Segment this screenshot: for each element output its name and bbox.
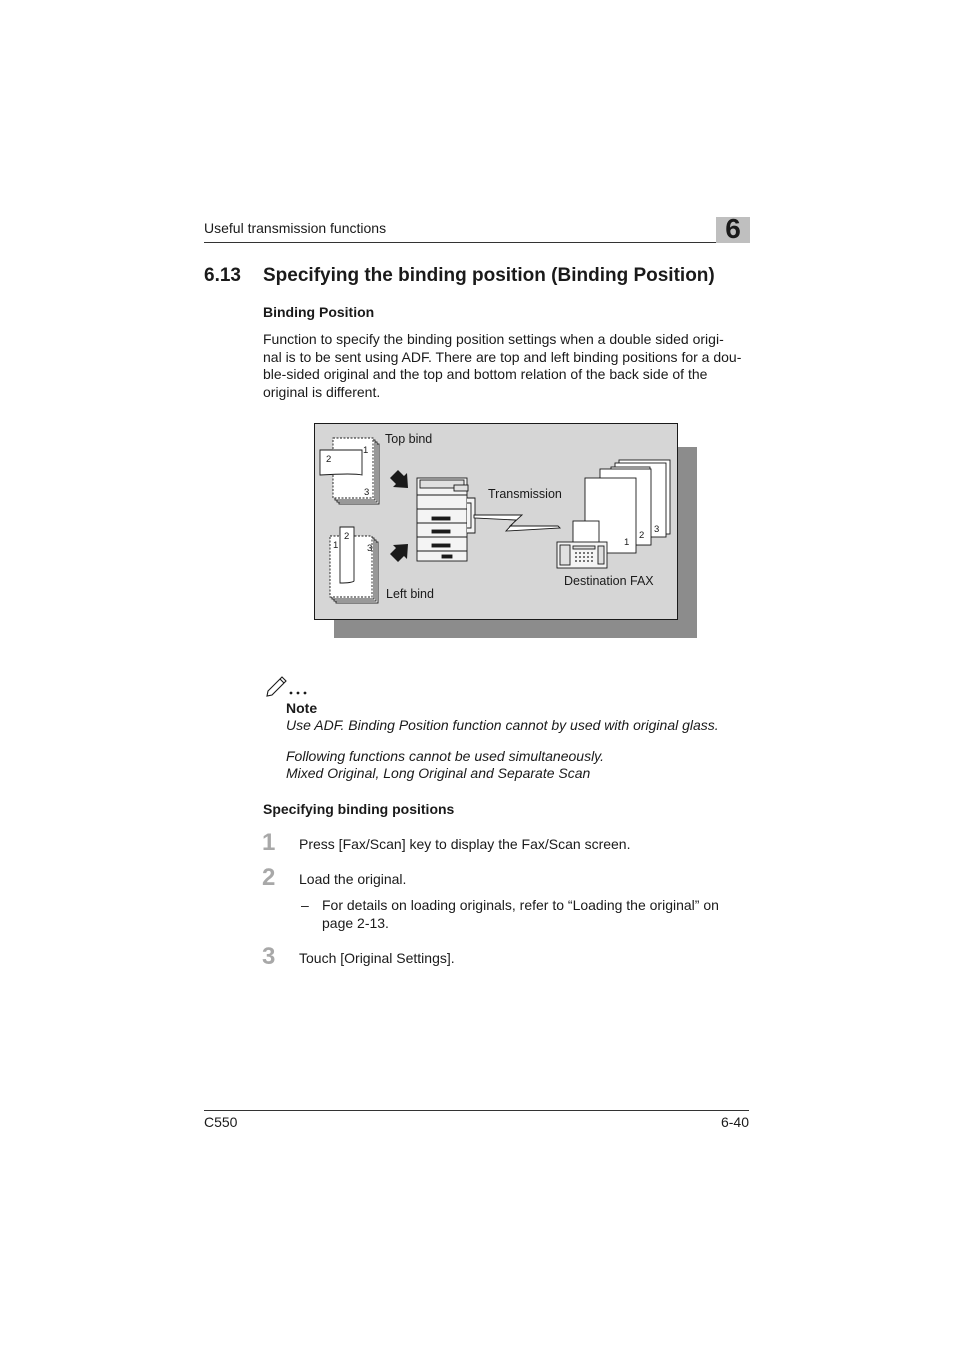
left-bind-original-stack	[330, 527, 378, 603]
step-2-dash: –	[301, 897, 309, 913]
left-bind-page-3: 3	[367, 543, 373, 554]
mfp-machine-icon	[417, 478, 475, 561]
destination-fax-label: Destination FAX	[564, 574, 654, 588]
pencil-note-icon	[263, 672, 313, 698]
chapter-number: 6	[725, 213, 741, 244]
step-text-1: Press [Fax/Scan] key to display the Fax/Scan screen.	[299, 836, 631, 852]
step-text-2: Load the original.	[299, 871, 407, 887]
destination-page-3: 3	[654, 524, 660, 535]
footer-divider	[204, 1110, 749, 1111]
destination-page-1: 1	[624, 537, 630, 548]
left-bind-label: Left bind	[386, 587, 434, 601]
section-heading: Specifying the binding position (Binding Position)	[263, 265, 715, 286]
intro-paragraph	[263, 331, 753, 401]
intro-line: ble-sided original and the top and bottom relation of the back side of the	[263, 366, 708, 382]
destination-page-2: 2	[639, 530, 645, 541]
top-bind-page-1: 1	[363, 445, 369, 456]
running-header: Useful transmission functions	[204, 220, 387, 236]
intro-line: Function to specify the binding position settings when a double sided origi-	[263, 331, 724, 347]
note-line-1: Use ADF. Binding Position function cannot by used with original glass.	[286, 717, 719, 733]
step-number-2: 2	[262, 864, 276, 891]
top-bind-page-3: 3	[364, 487, 370, 498]
step-number-3: 3	[262, 943, 276, 970]
note-label: Note	[286, 700, 318, 716]
step-2-subitem-line: page 2-13.	[322, 914, 389, 931]
transmission-label: Transmission	[488, 487, 562, 501]
left-bind-page-2: 2	[344, 531, 350, 542]
step-text-3: Touch [Original Settings].	[299, 950, 455, 966]
step-number-1: 1	[262, 829, 276, 856]
section-title	[204, 265, 715, 287]
binding-figure	[314, 423, 699, 639]
footer-page-number: 6-40	[720, 1114, 749, 1130]
intro-line: nal is to be sent using ADF. There are top and left binding positions for a dou-	[263, 348, 742, 365]
section-number: 6.13	[204, 265, 241, 286]
step-2-subitem-line: For details on loading originals, refer to “Loading the original” on	[322, 897, 719, 913]
step-2-subitem	[322, 897, 719, 932]
top-bind-label: Top bind	[385, 432, 433, 446]
note-line-2: Following functions cannot be used simultaneously.	[286, 748, 605, 764]
header-divider	[204, 242, 749, 243]
note-line-3: Mixed Original, Long Original and Separate Scan	[286, 765, 591, 781]
left-bind-page-1: 1	[333, 540, 339, 551]
intro-line: original is different.	[263, 383, 381, 400]
binding-diagram	[314, 423, 699, 639]
steps-heading: Specifying binding positions	[263, 801, 455, 817]
binding-position-heading: Binding Position	[263, 304, 375, 320]
top-bind-page-2: 2	[326, 454, 332, 465]
footer-model: C550	[204, 1114, 238, 1130]
